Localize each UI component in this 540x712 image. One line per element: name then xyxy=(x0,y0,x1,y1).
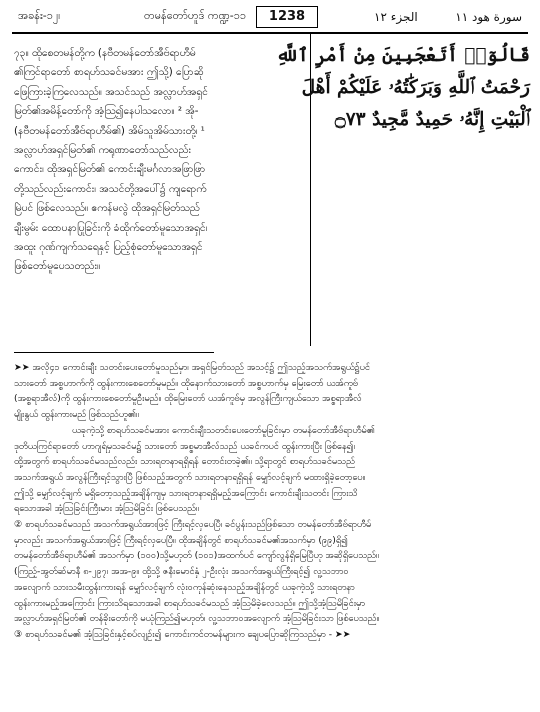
footnote-line: သားတော် အစ္စဟာက်ကို ထွန်းကားစေတော်မူမည်။ ထိုနောက်သားတော် အစ္စဟာက်မှ မြေးတော် ယအ်ကူဗ် xyxy=(14,377,358,389)
body-line: တို့သည်လည်းကောင်း၊ အသင်တို့အပေါ်၌ ကျရောက် xyxy=(14,182,207,195)
arabic-line: ٱلْبَيْتِ إِنَّهُۥ حَمِيدٌ مَّجِيدٌ ۝٧٣ xyxy=(334,109,530,130)
body-line: မြတ်၏အမိန့်တော်ကို အံ့သြ၍နေပါသလော။ ² အို- xyxy=(14,105,199,118)
footnote-line: ရသောအခါ အံ့သြခြင်းကြီးမား အံ့သြမိခြင်း ဖြစ်ပေသည်။ xyxy=(14,503,199,515)
body-line: ဖြစ်တော်မူပေသတည်း။ xyxy=(14,260,101,273)
footnote-line: ② စာရဟ်သခင်မသည် အသက်အရွယ်အားဖြင့် ကြီးရင့်လှပေပြီ၊ ခင်ပွန်းသည်ဖြစ်သော တမန်တော်အီဗ်ရာဟီမ် xyxy=(14,519,372,531)
footnote-line: ထွန်းကားမည့်အကြောင်း ကြားသိရသောအခါ စာရဟ်သခင်မသည် အံ့သြမိခဲ့လေသည်။ ဤသို့အံ့သြမိခြင်းမှာ xyxy=(14,597,366,609)
footnote-line: ယခုကဲ့သို့ စာရဟ်သခင်မအား ကောင်းချီးသတင်းပေးတော်မူခြင်းမှာ တမန်တော်အီဗ်ရာဟီမ်၏ xyxy=(72,424,375,436)
body-line: ၇၃။ ထိုစေတမန်တို့က (နဗီတမန်တော်အီဗ်ရာဟီမ် xyxy=(14,47,196,59)
footnote-line: ➤➤ အလို၄၁ ကောင်းချီး သတင်းပေးတော်မူသည်မှာ၊ အရှင်မြတ်သည် အသင့်၌ ဤသည့်အသက်အရွယ်၌ပင် xyxy=(14,362,370,373)
arabic-verse xyxy=(276,40,530,136)
body-line: အလ္လာဟ်အရှင်မြတ်၏ ကရုဏာတော်သည်လည်း xyxy=(14,144,192,157)
footnote-line: အသက်အရွယ် အလွန်ကြီးရင့်သွားပြီ ဖြစ်သည့်အတွက် သားရတနာရရှိရန် မျှော်လင့်ချက် မထားရှိခဲ့တော့ပေ။ xyxy=(14,471,366,483)
body-line: (နဗီတမန်တော်အီဗ်ရာဟီမ်၏) အိမ်သူအိမ်သားတို့၊ ¹ xyxy=(14,124,205,137)
footnote-line: တမန်တော်အီဗ်ရာဟီမ်၏ အသက်မှာ (၁၀၀)သို့မဟုတ် (၁၀၁)အထက်ပင် ကျော်လွန်ရှိမြေပြီဟု အဆိုရှိပေသည်။ xyxy=(14,550,379,562)
book-section-label: တမန်တော်ဟူဒ် ကဏ္ဍ-၁၁ xyxy=(144,9,247,22)
footnote-rule xyxy=(14,352,214,353)
body-line: ၏ကြင်ရာတော် စာရဟ်သခင်မအား ဤသို့) ပြောဆို xyxy=(14,66,204,79)
footnote-line: ③ စာရဟ်သခင်မ၏ အံ့သြခြင်းနှင့်စပ်လျဉ်း၍ ကောင်းကင်တမန်များက ချေပပြောဆိုကြသည်မှာ - ➤➤ xyxy=(14,628,351,640)
footnote-line: (ကြည့်-အွတ်ဆ်မာနီ ၈-၂၉၇၊ အအ-၉။ ထို့သို့ ဇနီးမောင်နှံ ၂-ဦးလုံး အသက်အရွယ်ကြီးရင့်၍ လူ့သဘာဝ xyxy=(14,566,349,578)
translation-text xyxy=(14,44,304,277)
page-number: 1238 xyxy=(256,6,318,28)
footnote-line: မှာလည်း အသက်အရွယ်အားဖြင့် ကြီးရင့်လှပေပြီ။ ထိုအချိန်တွင် စာရဟ်သခင်မ၏အသက်မှာ (၉၉)ရှိ၍ xyxy=(14,534,348,546)
arabic-line: رَحْمَتُ ٱللَّهِ وَبَرَكَٰتُهُۥ عَلَيْكُمْ أَهْلَ xyxy=(301,77,530,98)
footnote-line: ဒုတိယကြင်ရာတော် ဟာဂျရ်မှသခင်မ၌ သားတော် အစ္စမာအီလ်သည် ယခင်ကပင် ထွန်းကားပြီး ဖြစ်နေ၍၊ xyxy=(14,440,355,452)
juz-label: الجزء ١٢ xyxy=(374,10,418,24)
body-line: မြဲပင် ဖြစ်လေသည်။ ဧကန်မလွဲ ထိုအရှင်မြတ်သည် xyxy=(14,202,201,215)
footnote-line: (အစ္စရာအီလ်)ကို ထွန်းကားစေတော်မူဦးမည်။ ထိုမြေးတော် ယအ်ကူဗ်မှ အလွန်ကြီးကျယ်သော အစ္စရာအီလ် xyxy=(14,393,362,405)
footnotes xyxy=(14,360,528,643)
body-line: ဖြေကြားခဲ့ကြလေသည်။ အသင်သည် အလ္လာဟ်အရှင် xyxy=(14,85,208,98)
arabic-line: قَالُوٓا۟ أَتَعْجَبِينَ مِنْ أَمْرِ ٱللَّهِ xyxy=(276,45,530,66)
footnote-line: အလျောက် သားသမီးထွန်းကားရန် မျှော်လင့်ချက် လုံးဝကုန်ဆုံးနေသည့်အချိန်တွင် ယခုကဲ့သို့ သားရတနာ xyxy=(14,581,355,593)
body-line: ကောင်း၊ ထိုအရှင်မြတ်၏ ကောင်းချီးမင်္ဂလာအဖြာဖြာ xyxy=(14,163,206,176)
footnote-line: ဤသို့ မျှော်လင့်ချက် မရှိတော့သည့်အချိန်ကျမှ သားရတနာရရှိမည့်အကြောင်း ကောင်းချီးသတင်း ကြားသိ xyxy=(14,487,358,499)
footnote-line: မျိုးနွယ် ထွန်းကားမည် ဖြစ်သည်ဟူ၏။ xyxy=(14,409,139,421)
page-header xyxy=(12,4,528,30)
body-line: အထူး ဂုဏ်ကျက်သရေနှင့် ပြည့်စုံတော်မူသောအရှင် xyxy=(14,241,203,254)
body-line: ချီးမွမ်း ထောပနာပြုခြင်းကို ခံထိုက်တော်မူသောအရှင်၊ xyxy=(14,221,208,234)
chapter-label: အခန်း-၁၂၊ xyxy=(18,9,61,22)
surah-label: سورة هود ١١ xyxy=(455,10,522,24)
footnote-line: အလ္လာဟ်အရှင်မြတ်၏ တန်ခိုးတော်ကို မယုံကြည်၍မဟုတ်၊ လူ့သဘာဝအလျောက် အံ့သြမိခြင်းသာ ဖြစ်ပေသည်။ xyxy=(14,613,380,625)
footnote-line: ထို့အတွက် စာရဟ်သခင်မသည်လည်း သားရတနာရရှိရန် တောင်းတခဲ့၏။ သို့ရာတွင် စာရဟ်သခင်မသည် xyxy=(14,456,355,468)
header-rule xyxy=(12,32,528,34)
